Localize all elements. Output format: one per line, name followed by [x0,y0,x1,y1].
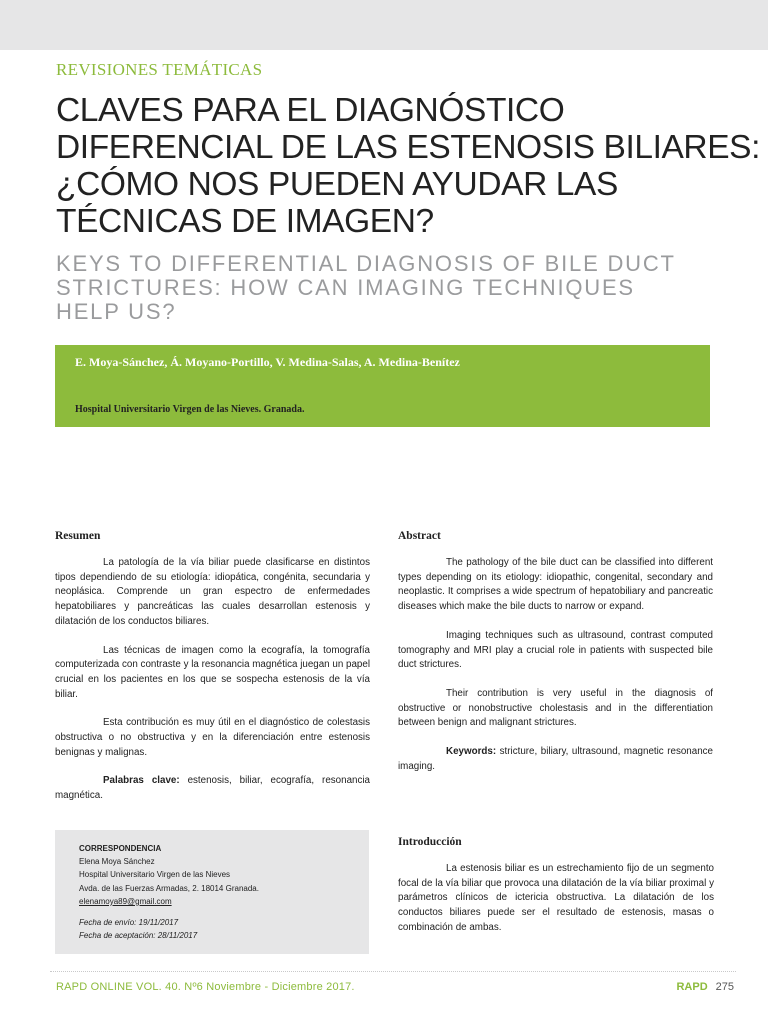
subtitle-line: KEYS TO DIFFERENTIAL DIAGNOSIS OF BILE DUCT [56,251,676,276]
abstract-paragraph: Imaging techniques such as ultrasound, contrast computed tomography and MRI play a crucial role in patients with suspected bile duct strictures. [398,629,713,671]
article-title [56,92,761,240]
resumen-section [55,530,370,818]
keywords-text: estenosis, biliar, ecografía, resonancia magnética. [55,775,370,802]
correspondence-box [55,830,369,954]
correspondence-title: CORRESPONDENCIA [79,844,162,853]
abstract-paragraph: The pathology of the bile duct can be classified into different types depending on its etiology: idiopathic, congenital, secondary and neoplastic. It comprises a wide spectrum of hepatobiliary and pancreatic diseases which make the bile ducts to narrow or expand. [398,557,713,613]
authors: E. Moya-Sánchez, Á. Moyano-Portillo, V. Medina-Salas, A. Medina-Benítez [75,355,460,369]
introduccion-section [398,836,714,950]
resumen-paragraph: Las técnicas de imagen como la ecografía, la tomografía computerizada con contraste y la resonancia magnética juegan un papel crucial en los pacientes en los que se sospecha estenosis de la vía biliar. [55,644,370,700]
footer-citation: RAPD ONLINE VOL. 40. Nº6 Noviembre - Diciembre 2017. [56,981,355,993]
resumen-heading: Resumen [55,530,101,542]
resumen-paragraph: Esta contribución es muy útil en el diagnóstico de colestasis obstructiva o no obstructiva y en la diferenciación entre estenosis benignas y malignas. [55,717,370,758]
keywords-label: Keywords: [446,746,497,758]
section-label: REVISIONES TEMÁTICAS [56,60,263,79]
title-line: ¿CÓMO NOS PUEDEN AYUDAR LAS [56,166,618,203]
abstract-heading: Abstract [398,530,441,542]
date-sent: Fecha de envío: 19/11/2017 [79,918,179,928]
introduccion-paragraph: La estenosis biliar es un estrechamiento fijo de un segmento focal de la vía biliar que provoca una dilatación de la vía biliar proximal y parámetros clínicos de ictericia obstructiva. La dilatación de los conductos biliares puede ser el resultado de estenosis, masas o combinación de ambas. [398,863,714,933]
footer-page-info [676,981,734,993]
page-number: 275 [715,981,734,993]
correspondence-details [79,842,259,942]
subtitle-line: HELP US? [56,299,177,324]
title-line: DIFERENCIAL DE LAS ESTENOSIS BILIARES: [56,129,761,166]
correspondence-hospital: Hospital Universitario Virgen de las Nieves [79,870,231,880]
footer-journal: RAPD [676,981,708,993]
footer-divider [50,971,736,972]
abstract-paragraph: Their contribution is very useful in the diagnosis of obstructive or nonobstructive cholestasis and in the differentiation between benign and malignant strictures. [398,687,713,729]
resumen-keywords [55,774,370,803]
title-line: TÉCNICAS DE IMAGEN? [56,203,434,240]
subtitle-line: STRICTURES: HOW CAN IMAGING TECHNIQUES [56,275,635,300]
correspondence-email-link[interactable]: elenamoya89@gmail.com [79,896,172,906]
resumen-paragraph: La patología de la vía biliar puede clasificarse en distintos tipos dependiendo de su etiología: idiopática, congénita, secundaria y neoplásica. Comprende un gran espectro de enfermedades hepatobiliares y pancreáticas las cuales desarrollan estenosis y dilatación de los conductos biliares. [55,557,370,627]
author-box [55,345,710,427]
abstract-section [398,530,713,788]
correspondence-name: Elena Moya Sánchez [79,857,155,867]
date-accepted: Fecha de aceptación: 28/11/2017 [79,931,198,941]
introduccion-heading: Introducción [398,836,462,848]
abstract-keywords [398,745,713,774]
correspondence-address: Avda. de las Fuerzas Armadas, 2. 18014 Granada. [79,883,259,893]
top-header-bar [0,0,768,50]
keywords-text: stricture, biliary, ultrasound, magnetic resonance imaging. [398,746,713,772]
affiliation: Hospital Universitario Virgen de las Nieves. Granada. [75,404,305,415]
keywords-label: Palabras clave: [103,775,180,787]
title-line: CLAVES PARA EL DIAGNÓSTICO [56,92,565,129]
english-title [56,252,756,324]
submission-dates [79,916,259,942]
